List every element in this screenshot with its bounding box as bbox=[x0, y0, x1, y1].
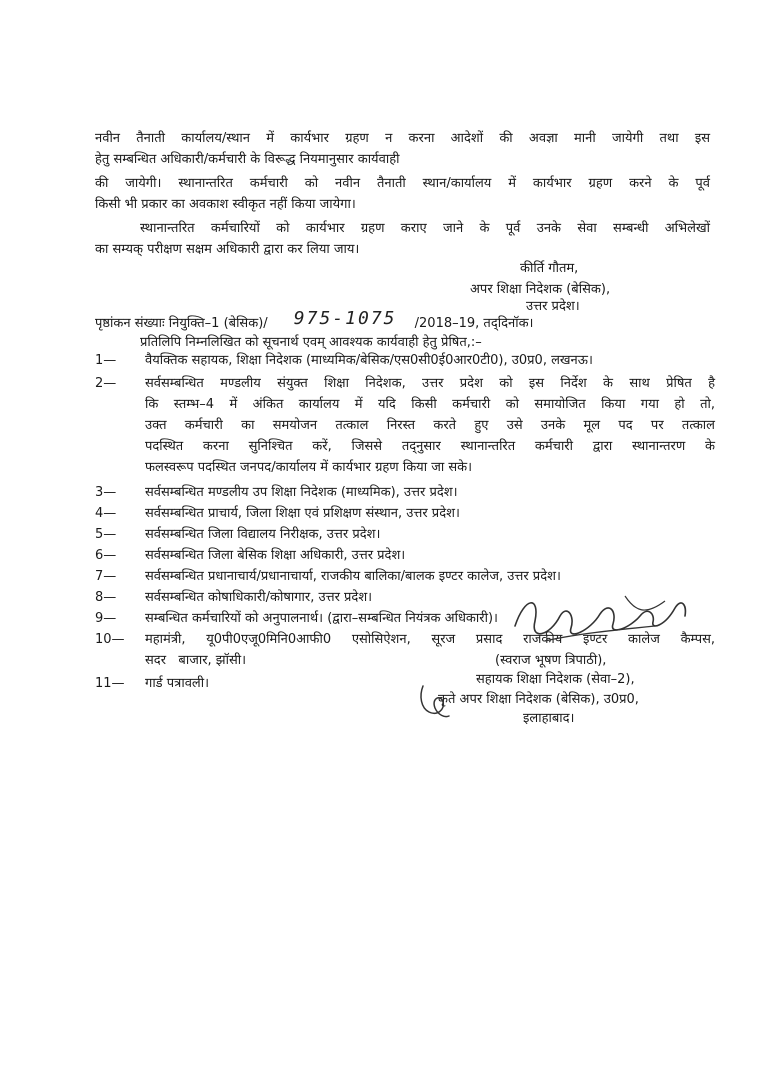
list-item-text: सर्वसम्बन्धित जिला विद्यालय निरीक्षक, उत्तर प्रदेश। bbox=[145, 527, 381, 542]
list-item-text: सदर बाजार, झॉसी। bbox=[145, 653, 247, 668]
signatory-2-on-behalf: कृते अपर शिक्षा निदेशक (बेसिक), उ0प्र0, bbox=[438, 692, 639, 707]
list-item-number: 3— bbox=[95, 485, 117, 500]
paragraph-line: किसी भी प्रकार का अवकाश स्वीकृत नहीं किया जायेगा। bbox=[95, 197, 356, 212]
list-item-number: 1— bbox=[95, 353, 117, 368]
list-item-text: सम्बन्धित कर्मचारियों को अनुपालनार्थ। (द्वारा–सम्बन्धित नियंत्रक अधिकारी)। bbox=[145, 611, 498, 626]
list-item-text: उक्त कर्मचारी का समयोजन तत्काल निरस्त करते हुए उसे उनके मूल पद पर तत्काल bbox=[145, 418, 715, 433]
list-item-text: महामंत्री, यू0पी0एजू0मिनि0आफी0 एसोसिऐशन, सूरज प्रसाद राजकीय इण्टर कालेज कैम्पस, bbox=[145, 632, 715, 647]
reference-prefix: पृष्ठांकन संख्याः नियुक्ति–1 (बेसिक)/ bbox=[95, 316, 268, 331]
list-item-text: गार्ड पत्रावली। bbox=[145, 676, 210, 691]
list-item bbox=[95, 503, 715, 524]
list-item-number: 9— bbox=[95, 611, 117, 626]
list-item-number: 11— bbox=[95, 676, 125, 691]
signatory-state: उत्तर प्रदेश। bbox=[526, 299, 580, 314]
reference-line bbox=[95, 308, 715, 334]
paragraph-line: हेतु सम्बन्धित अधिकारी/कर्मचारी के विरूद्ध नियमानुसार कार्यवाही bbox=[95, 152, 400, 167]
list-item-text: सर्वसम्बन्धित जिला बेसिक शिक्षा अधिकारी, उत्तर प्रदेश। bbox=[145, 548, 406, 563]
list-item-number: 10— bbox=[95, 632, 125, 647]
list-item-number: 2— bbox=[95, 376, 117, 391]
list-item bbox=[95, 482, 715, 503]
signatory-2-designation: सहायक शिक्षा निदेशक (सेवा–2), bbox=[476, 672, 635, 687]
copy-intro: प्रतिलिपि निम्नलिखित को सूचनार्थ एवम् आवश्यक कार्यवाही हेतु प्रेषित,:– bbox=[140, 335, 482, 350]
reference-suffix: /2018–19, तद्‌दिनॉक। bbox=[414, 316, 534, 331]
list-item bbox=[95, 566, 715, 587]
initials-mark bbox=[415, 682, 453, 722]
list-item-number: 6— bbox=[95, 548, 117, 563]
handwritten-dispatch-number: 975-1075 bbox=[293, 308, 397, 329]
paragraph-2 bbox=[95, 218, 710, 260]
signatory-designation: अपर शिक्षा निदेशक (बेसिक), bbox=[470, 282, 611, 297]
list-item bbox=[95, 350, 715, 371]
signatory-2-city: इलाहाबाद। bbox=[523, 711, 575, 726]
list-item-text: सर्वसम्बन्धित मण्डलीय संयुक्त शिक्षा निदेशक, उत्तर प्रदेश को इस निर्देश के साथ प्रेषित है bbox=[145, 376, 715, 391]
list-item-number: 4— bbox=[95, 506, 117, 521]
list-item-text: सर्वसम्बन्धित प्राचार्य, जिला शिक्षा एवं प्रशिक्षण संस्थान, उत्तर प्रदेश। bbox=[145, 506, 460, 521]
list-item bbox=[95, 373, 715, 478]
list-item-number: 5— bbox=[95, 527, 117, 542]
list-item bbox=[95, 524, 715, 545]
list-item-number: 7— bbox=[95, 569, 117, 584]
signatory-2-name: (स्वराज भूषण त्रिपाठी), bbox=[495, 653, 607, 668]
list-item bbox=[95, 545, 715, 566]
list-item-text: कि स्तम्भ–4 में अंकित कार्यालय में यदि किसी कर्मचारी को समायोजित किया गया हो तो, bbox=[145, 397, 715, 412]
paragraph-line: स्थानान्तरित कर्मचारियों को कार्यभार ग्रहण कराए जाने के पूर्व उनके सेवा सम्बन्धी अभिलेखों bbox=[140, 221, 710, 236]
list-item-text: फलस्वरूप पदस्थित जनपद/कार्यालय में कार्यभार ग्रहण किया जा सके। bbox=[145, 460, 473, 475]
list-item-text: पदस्थित करना सुनिश्चित करें, जिससे तद्नुसार स्थानान्तरित कर्मचारी द्वारा स्थानान्तरण के bbox=[145, 439, 715, 454]
paragraph-1 bbox=[95, 128, 710, 215]
list-item-text: सर्वसम्बन्धित कोषाधिकारी/कोषागार, उत्तर प्रदेश। bbox=[145, 590, 373, 605]
paragraph-line: की जायेगी। स्थानान्तरित कर्मचारी को नवीन तैनाती स्थान/कार्यालय में कार्यभार ग्रहण करने के पूर्व bbox=[95, 176, 710, 191]
list-item-text: वैयक्तिक सहायक, शिक्षा निदेशक (माध्यमिक/बेसिक/एस0सी0ई0आर0टी0), उ0प्र0, लखनऊ। bbox=[145, 353, 593, 368]
paragraph-line: का सम्यक् परीक्षण सक्षम अधिकारी द्वारा कर लिया जाय। bbox=[95, 242, 360, 257]
list-item-text: सर्वसम्बन्धित प्रधानाचार्य/प्रधानाचार्या, राजकीय बालिका/बालक इण्टर कालेज, उत्तर प्रदेश। bbox=[145, 569, 561, 584]
paragraph-line: नवीन तैनाती कार्यालय/स्थान में कार्यभार ग्रहण न करना आदेशों की अवज्ञा मानी जायेगी तथा इस bbox=[95, 131, 710, 146]
signatory-name: कीर्ति गौतम, bbox=[520, 261, 579, 276]
list-item-number: 8— bbox=[95, 590, 117, 605]
list-item-text: सर्वसम्बन्धित मण्डलीय उप शिक्षा निदेशक (माध्यमिक), उत्तर प्रदेश। bbox=[145, 485, 458, 500]
